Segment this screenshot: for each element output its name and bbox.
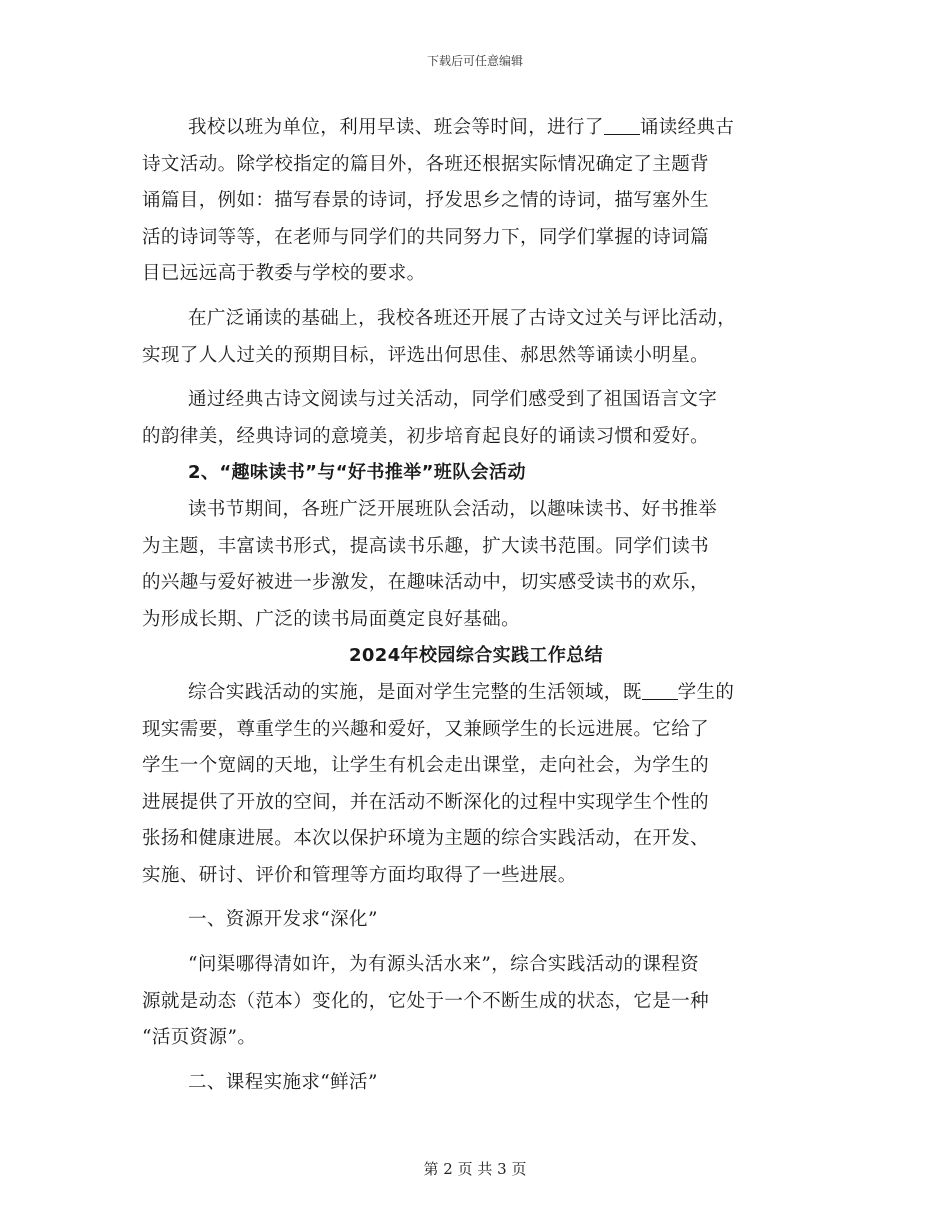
paragraph-line: 实现了人人过关的预期目标，评选出何思佳、郝思然等诵读小明星。	[142, 344, 710, 366]
page-header: 下载后可任意编辑	[426, 54, 523, 68]
paragraph-line: 在广泛诵读的基础上，我校各班还开展了古诗文过关与评比活动，	[188, 307, 737, 329]
paragraph-line: 诵篇目，例如：描写春景的诗词，抒发思乡之情的诗词，描写塞外生	[142, 190, 710, 212]
paragraph-line: 的韵律美，经典诗词的意境美，初步培育起良好的诵读习惯和爱好。	[142, 425, 710, 447]
fill-blank	[642, 679, 678, 700]
section-heading-implementation: 二、课程实施求“鲜活”	[188, 1071, 378, 1093]
paragraph-line: 为形成长期、广泛的读书局面奠定良好基础。	[142, 608, 521, 630]
paragraph-reading-festival	[142, 492, 810, 638]
paragraph-text: 综合实践活动的实施，是面对学生完整的生活领域，既	[188, 681, 642, 703]
paragraph-line: 读书节期间，各班广泛开展班队会活动，以趣味读书、好书推举	[188, 498, 718, 520]
paragraph-line: 目已远远高于教委与学校的要求。	[142, 263, 426, 285]
paragraph-line: 实施、研讨、评价和管理等方面均取得了一些进展。	[142, 864, 577, 886]
paragraph-resources	[142, 947, 810, 1057]
paragraph-line: 为主题，丰富读书形式，提高读书乐趣，扩大读书范围。同学们读书	[142, 535, 710, 557]
paragraph-line: “活页资源”。	[142, 1027, 257, 1049]
paragraph-line: 源就是动态（范本）变化的，它处于一个不断生成的状态，它是一种	[142, 990, 710, 1012]
paragraph-line: 张扬和健康进展。本次以保护环境为主题的综合实践活动，在开发、	[142, 828, 710, 850]
paragraph-line: 学生一个宽阔的天地，让学生有机会走出课堂，走向社会，为学生的	[142, 755, 710, 777]
paragraph-line: 的兴趣与爱好被进一步激发，在趣味活动中，切实感受读书的欢乐，	[142, 572, 710, 594]
paragraph-text: 学生的	[677, 681, 735, 703]
paragraph-practice-intro	[142, 675, 810, 895]
paragraph-text: 诵读经典古	[639, 117, 735, 138]
paragraph-line: 诗文活动。除学校指定的篇目外，各班还根据实际情况确定了主题背	[142, 153, 710, 175]
paragraph-line: 通过经典古诗文阅读与过关活动，同学们感受到了祖国语言文字	[188, 389, 718, 411]
paragraph-evaluation	[142, 301, 810, 374]
paragraph-text: 我校以班为单位，利用早读、班会等时间，进行了	[188, 117, 604, 138]
paragraph-classic-poetry	[142, 110, 810, 293]
fill-blank	[604, 114, 640, 135]
section-heading: 2、“趣味读书”与“好书推举”班队会活动	[188, 462, 526, 484]
paragraph-outcome	[142, 382, 810, 455]
paragraph-line: 进展提供了开放的空间，并在活动不断深化的过程中实现学生个性的	[142, 791, 710, 813]
section-heading-resources: 一、资源开发求“深化”	[188, 909, 378, 931]
paragraph-line: 活的诗词等等，在老师与同学们的共同努力下，同学们掌握的诗词篇	[142, 226, 710, 248]
document-body	[142, 110, 810, 1101]
paragraph-line: 现实需要，尊重学生的兴趣和爱好，又兼顾学生的长远进展。它给了	[142, 718, 710, 740]
document-title: 2024年校园综合实践工作总结	[348, 645, 604, 667]
page-footer: 第 2 页 共 3 页	[423, 1160, 527, 1178]
paragraph-line: “问渠哪得清如许，为有源头活水来”，综合实践活动的课程资	[188, 954, 700, 976]
